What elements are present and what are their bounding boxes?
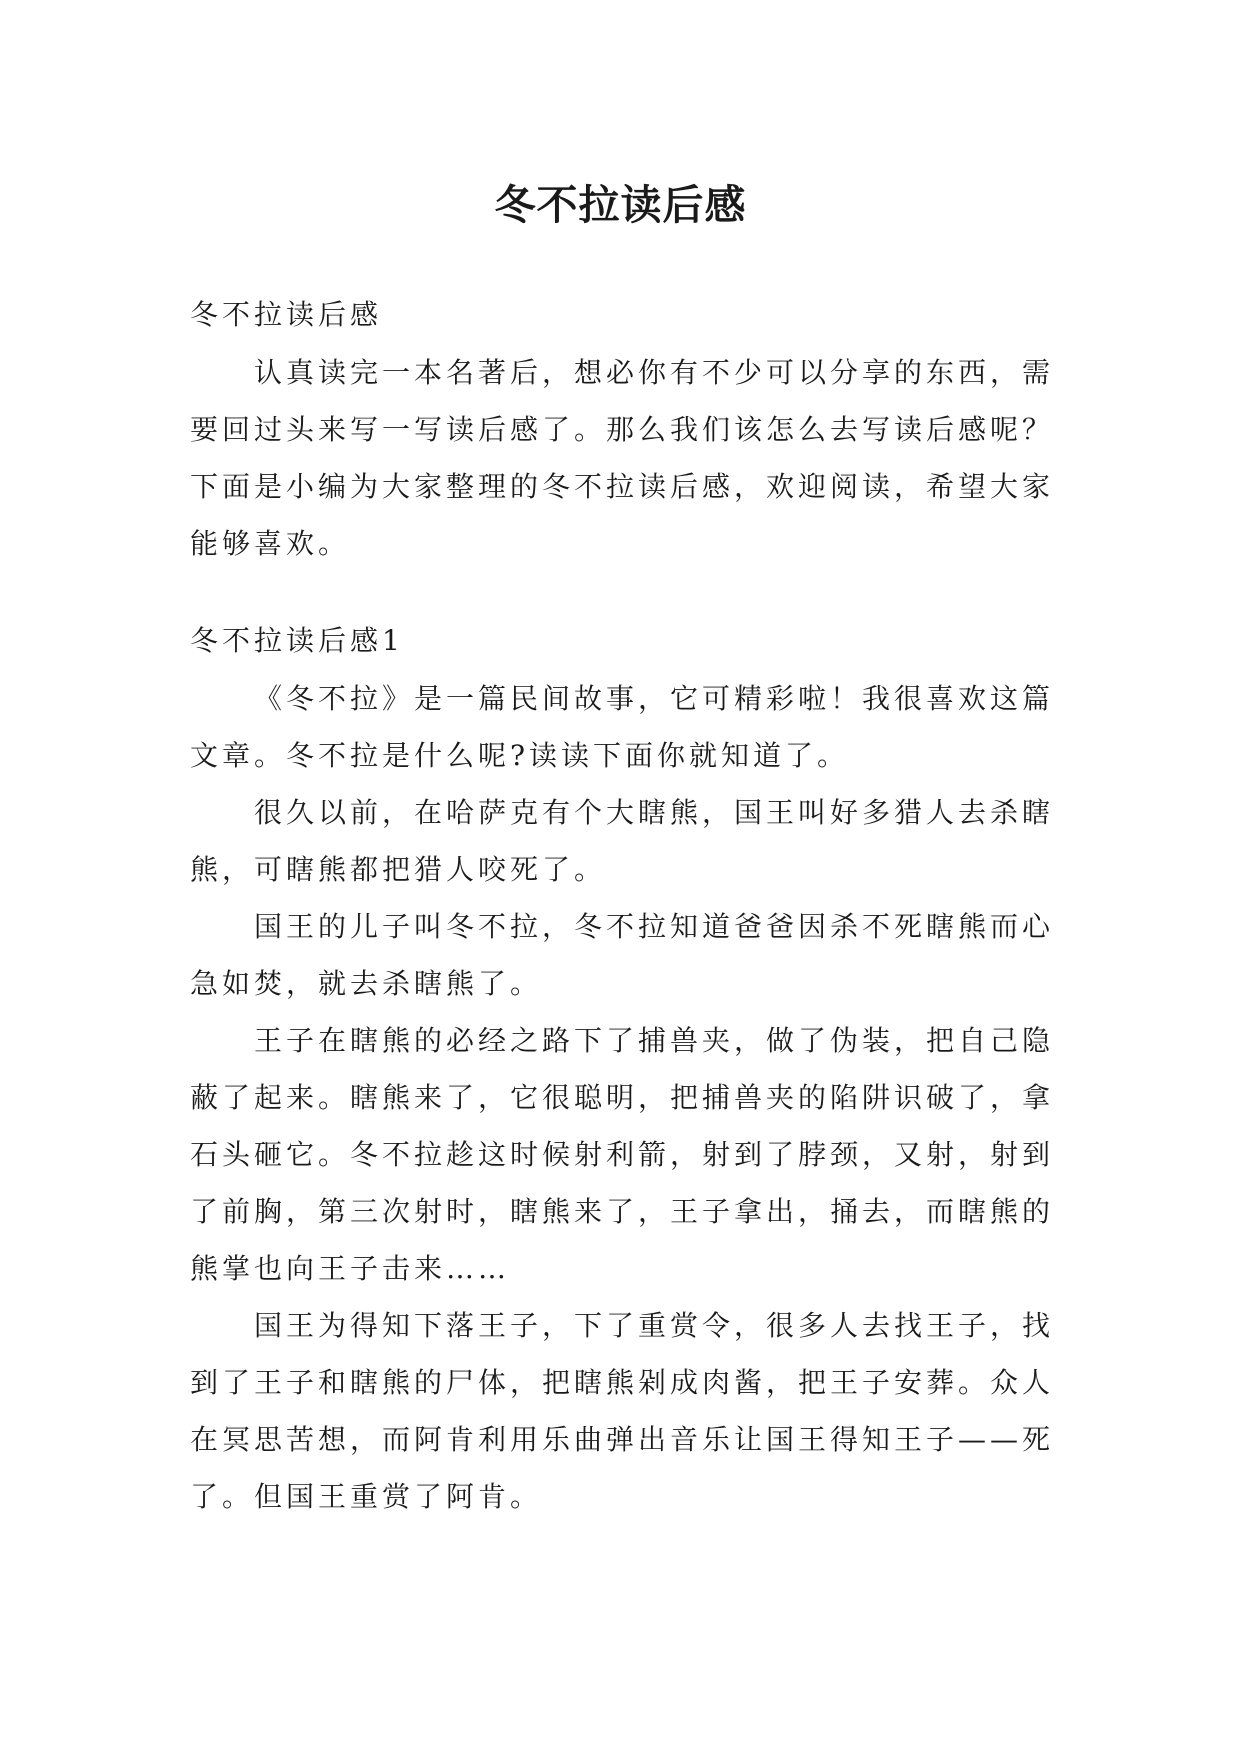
- body-paragraph: 很久以前，在哈萨克有个大瞎熊，国王叫好多猎人去杀瞎熊，可瞎熊都把猎人咬死了。: [190, 796, 1055, 886]
- intro-paragraph: 认真读完一本名著后，想必你有不少可以分享的东西，需要回过头来写一写读后感了。那么我们该怎么去写读后感呢？下面是小编为大家整理的冬不拉读后感，欢迎阅读，希望大家能够喜欢。: [190, 356, 1055, 560]
- body-paragraph: 王子在瞎熊的必经之路下了捕兽夹，做了伪装，把自己隐蔽了起来。瞎熊来了，它很聪明，把捕兽夹的陷阱识破了，拿石头砸它。冬不拉趁这时候射利箭，射到了脖颈，又射，射到了前胸，第三次射时，瞎熊来了，王子拿出，捅去，而瞎熊的熊掌也向王子击来……: [190, 1024, 1055, 1285]
- body-paragraph: 国王的儿子叫冬不拉，冬不拉知道爸爸因杀不死瞎熊而心急如焚，就去杀瞎熊了。: [190, 910, 1055, 1000]
- body-paragraph: 国王为得知下落王子，下了重赏令，很多人去找王子，找到了王子和瞎熊的尸体，把瞎熊剁成肉酱，把王子安葬。众人在冥思苦想，而阿肯利用乐曲弹出音乐让国王得知王子——死了。但国王重赏了阿肯。: [190, 1309, 1055, 1513]
- section-spacer: [190, 572, 1070, 612]
- page-title: 冬不拉读后感: [494, 181, 747, 230]
- document-body: [190, 286, 1070, 1525]
- body-paragraph: 《冬不拉》是一篇民间故事，它可精彩啦！我很喜欢这篇文章。冬不拉是什么呢?读读下面你就知道了。: [190, 682, 1055, 772]
- intro-heading: 冬不拉读后感: [190, 298, 383, 331]
- section-heading: 冬不拉读后感1: [190, 624, 404, 657]
